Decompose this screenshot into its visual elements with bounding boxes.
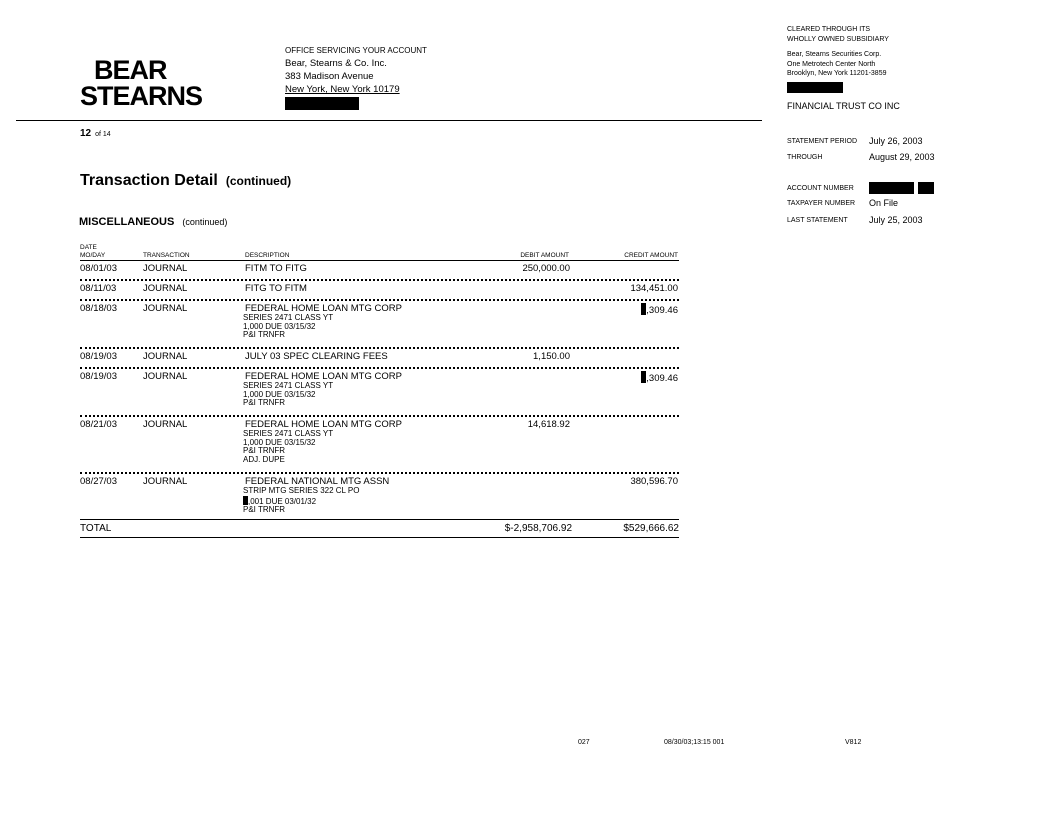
row-detail: 1,000 DUE 03/15/32 — [243, 321, 316, 331]
transaction-table — [80, 242, 679, 538]
cleared-addr-2: Brooklyn, New York 11201-3859 — [787, 70, 887, 77]
subsection-title-text: MISCELLANEOUS — [79, 216, 175, 228]
taxpayer-number-label: TAXPAYER NUMBER — [787, 200, 856, 207]
table-header — [80, 242, 679, 261]
row-date: 08/19/03 — [80, 371, 117, 382]
row-detail: P&I TRNFR — [243, 505, 286, 514]
header-credit: CREDIT AMOUNT — [624, 252, 678, 259]
header-divider — [16, 120, 762, 121]
row-credit: ,309.46 — [646, 373, 678, 384]
section-title-text: Transaction Detail — [80, 172, 218, 189]
total-row — [80, 520, 679, 538]
row-transaction: JOURNAL — [143, 419, 188, 430]
footer-version: V812 — [845, 739, 862, 746]
cleared-addr-1: One Metrotech Center North — [787, 60, 876, 68]
row-detail: P&I TRNFR — [243, 398, 286, 407]
table-row — [80, 281, 679, 301]
row-detail: 1,000 DUE 03/15/32 — [243, 437, 316, 447]
row-description: FEDERAL HOME LOAN MTG CORP — [245, 303, 402, 314]
total-credit: $529,666.62 — [623, 523, 679, 534]
office-address-block — [285, 44, 427, 114]
row-debit: 1,150.00 — [533, 351, 570, 362]
office-name: Bear, Stearns & Co. Inc. — [285, 58, 387, 69]
redaction-box — [918, 182, 934, 194]
header-date-1: DATE — [80, 244, 97, 251]
redaction-box — [285, 97, 359, 110]
page-total: of 14 — [95, 131, 111, 138]
row-detail: P&I TRNFR — [243, 446, 286, 455]
row-credit: 134,451.00 — [630, 283, 678, 294]
header-debit: DEBIT AMOUNT — [520, 252, 569, 259]
row-description: FITM TO FITG — [245, 263, 307, 274]
office-heading: OFFICE SERVICING YOUR ACCOUNT — [285, 46, 427, 55]
page-number — [80, 128, 111, 139]
table-row — [80, 369, 679, 417]
subsection-continued: (continued) — [182, 217, 228, 227]
row-transaction: JOURNAL — [143, 303, 188, 314]
row-description: FITG TO FITM — [245, 283, 307, 294]
row-description-block — [245, 303, 402, 340]
row-detail: 1,000 DUE 03/15/32 — [243, 389, 316, 399]
account-number-label: ACCOUNT NUMBER — [787, 185, 854, 192]
row-detail: ADJ. DUPE — [243, 454, 285, 464]
row-description: JULY 03 SPEC CLEARING FEES — [245, 351, 388, 362]
subsection-title — [79, 216, 227, 228]
taxpayer-number-value: On File — [869, 198, 899, 208]
row-detail: P&I TRNFR — [243, 330, 286, 339]
total-debit: $-2,958,706.92 — [504, 523, 572, 534]
header-description: DESCRIPTION — [245, 252, 290, 259]
table-row — [80, 417, 679, 474]
row-transaction: JOURNAL — [143, 263, 188, 274]
table-row — [80, 261, 679, 281]
row-credit: ,309.46 — [646, 305, 678, 316]
row-detail: SERIES 2471 CLASS YT — [243, 429, 334, 438]
row-debit: 250,000.00 — [522, 263, 570, 274]
row-description-block — [245, 476, 389, 515]
row-transaction: JOURNAL — [143, 351, 188, 362]
total-label: TOTAL — [80, 523, 112, 534]
row-date: 08/11/03 — [80, 283, 117, 294]
cleared-line-1: CLEARED THROUGH ITS — [787, 26, 871, 33]
last-statement-value: July 25, 2003 — [869, 215, 923, 225]
row-credit: 380,596.70 — [630, 476, 678, 487]
row-transaction: JOURNAL — [143, 371, 188, 382]
row-detail: ,001 DUE 03/01/32 — [248, 496, 317, 506]
logo-line-2: STEARNS — [80, 81, 203, 111]
through-label: THROUGH — [787, 154, 823, 161]
row-date: 08/27/03 — [80, 476, 117, 487]
row-detail: SERIES 2471 CLASS YT — [243, 381, 334, 390]
row-date: 08/18/03 — [80, 303, 117, 314]
through-value: August 29, 2003 — [869, 152, 935, 162]
redaction-box — [787, 82, 843, 93]
row-description: FEDERAL HOME LOAN MTG CORP — [245, 371, 402, 382]
row-transaction: JOURNAL — [143, 283, 188, 294]
row-transaction: JOURNAL — [143, 476, 188, 487]
header-date-2: MO/DAY — [80, 252, 106, 259]
statement-period-value: July 26, 2003 — [869, 136, 923, 146]
cleared-through-block — [787, 25, 889, 79]
page-current: 12 — [80, 128, 92, 139]
row-description: FEDERAL NATIONAL MTG ASSN — [245, 476, 390, 487]
account-name: FINANCIAL TRUST CO INC — [787, 101, 900, 111]
redaction-box — [869, 182, 914, 194]
row-description-block — [245, 371, 402, 408]
cleared-line-2: WHOLLY OWNED SUBSIDIARY — [787, 35, 889, 43]
footer-timestamp: 08/30/03;13:15 001 — [664, 739, 725, 746]
section-title — [80, 172, 291, 190]
table-row — [80, 474, 679, 520]
header-transaction: TRANSACTION — [143, 252, 190, 259]
row-date: 08/01/03 — [80, 263, 117, 274]
row-date: 08/21/03 — [80, 419, 117, 430]
bear-stearns-logo — [80, 57, 202, 109]
row-detail: STRIP MTG SERIES 322 CL PO — [243, 486, 360, 495]
footer-code: 027 — [578, 739, 590, 746]
section-continued: (continued) — [225, 174, 292, 188]
table-row — [80, 349, 679, 369]
office-city: New York, New York 10179 — [285, 84, 400, 95]
logo-line-1: BEAR — [94, 55, 167, 85]
cleared-corp: Bear, Stearns Securities Corp. — [787, 51, 882, 58]
row-debit: 14,618.92 — [527, 419, 570, 430]
table-row — [80, 301, 679, 349]
row-credit-wrap — [641, 371, 678, 384]
office-street: 383 Madison Avenue — [285, 71, 374, 82]
row-description-block — [245, 419, 402, 464]
last-statement-label: LAST STATEMENT — [787, 217, 848, 224]
row-detail: SERIES 2471 CLASS YT — [243, 313, 334, 322]
row-description: FEDERAL HOME LOAN MTG CORP — [245, 419, 402, 430]
statement-period-label: STATEMENT PERIOD — [787, 138, 858, 145]
row-credit-wrap — [641, 303, 678, 316]
row-date: 08/19/03 — [80, 351, 117, 362]
